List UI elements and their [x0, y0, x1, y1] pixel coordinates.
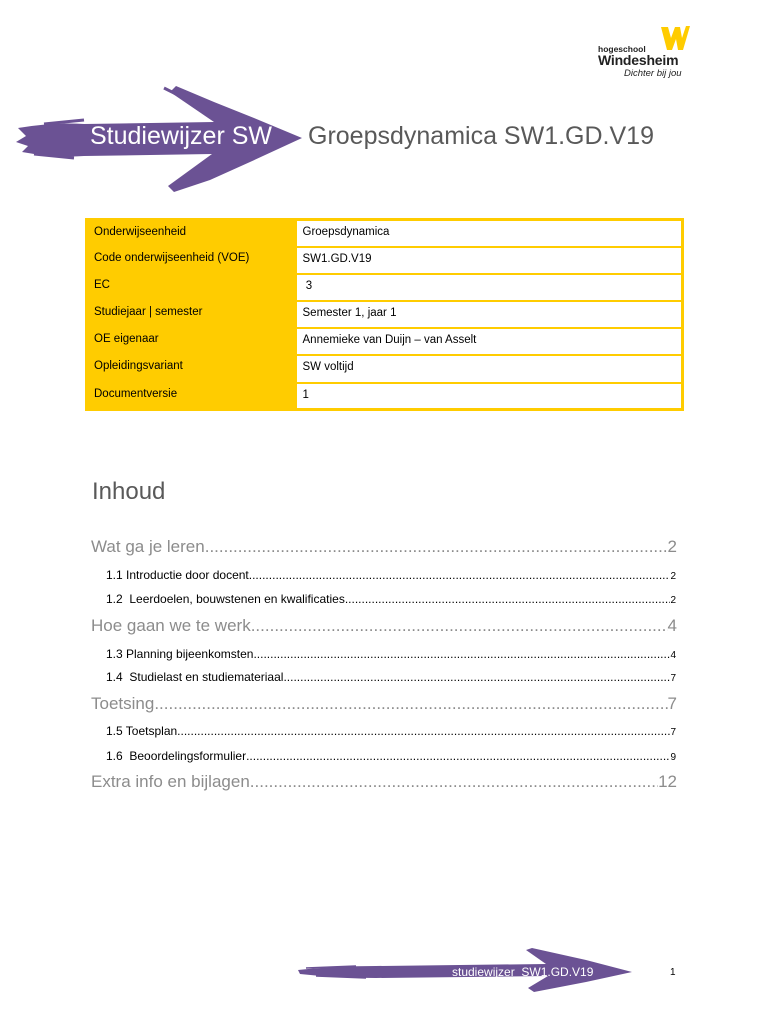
toc-leader-dots: [154, 694, 667, 714]
toc-entry-planning[interactable]: [106, 647, 676, 661]
toc-entry-beoordelingsformulier[interactable]: [106, 749, 676, 763]
logo-tagline: Dichter bij jou: [624, 68, 682, 79]
logo-line1: hogeschool: [598, 44, 646, 54]
toc-entry-title: 1.3 Planning bijeenkomsten: [106, 647, 254, 661]
toc-leader-dots: [283, 670, 670, 684]
row-label: Documentversie: [87, 383, 297, 410]
toc-entry-title: 1.2 Leerdoelen, bouwstenen en kwalificaties: [106, 592, 345, 606]
row-value: 3: [297, 274, 683, 301]
footer-text: studiewijzer SW1.GD.V19: [452, 965, 594, 979]
toc-entry-page: 9: [670, 752, 676, 763]
row-value: Groepsdynamica: [297, 220, 683, 247]
toc-entry-page: 7: [670, 727, 676, 738]
row-value: 1: [297, 383, 683, 410]
toc-leader-dots: [251, 616, 668, 636]
table-row: [87, 247, 683, 274]
toc-entry-title: 1.5 Toetsplan: [106, 724, 178, 738]
course-info-table: [85, 218, 684, 411]
header-title: Studiewijzer SW: [90, 122, 272, 150]
toc-entry-page: 12: [658, 772, 677, 791]
toc-entry-page: 2: [670, 571, 676, 582]
toc-entry-page: 4: [670, 650, 676, 661]
windesheim-logo: [598, 24, 698, 80]
row-label: Studiejaar | semester: [87, 301, 297, 328]
toc-leader-dots: [253, 647, 670, 661]
toc-entry-page: 2: [670, 595, 676, 606]
table-row: [87, 383, 683, 410]
table-row: [87, 355, 683, 382]
toc-entry-title: 1.1 Introductie door docent: [106, 568, 249, 582]
toc-entry-wat-ga-je-leren[interactable]: [91, 537, 677, 557]
toc-leader-dots: [250, 772, 658, 792]
toc-leader-dots: [345, 592, 671, 606]
row-label: EC: [87, 274, 297, 301]
toc-heading: Inhoud: [92, 478, 166, 505]
toc-entry-leerdoelen[interactable]: [106, 592, 676, 606]
toc-entry-extra-info[interactable]: [91, 772, 677, 792]
toc-entry-page: 2: [667, 537, 677, 556]
table-row: [87, 328, 683, 355]
page-number: 1: [670, 967, 676, 978]
table-row: [87, 220, 683, 247]
toc-entry-page: 4: [667, 616, 677, 635]
row-value: SW1.GD.V19: [297, 247, 683, 274]
toc-entry-toetsplan[interactable]: [106, 724, 676, 738]
row-value: Semester 1, jaar 1: [297, 301, 683, 328]
logo-line2: Windesheim: [598, 52, 679, 68]
toc-entry-studielast[interactable]: [106, 670, 676, 684]
toc-entry-title: 1.6 Beoordelingsformulier: [106, 749, 247, 763]
toc-leader-dots: [249, 568, 671, 582]
row-label: Code onderwijseenheid (VOE): [87, 247, 297, 274]
toc-entry-title: Toetsing: [91, 694, 155, 713]
toc-entry-introductie[interactable]: [106, 568, 676, 582]
table-row: [87, 301, 683, 328]
toc-entry-title: Wat ga je leren: [91, 537, 205, 556]
row-label: Onderwijseenheid: [87, 220, 297, 247]
row-label: OE eigenaar: [87, 328, 297, 355]
row-label: Opleidingsvariant: [87, 355, 297, 382]
toc-entry-toetsing[interactable]: [91, 694, 677, 714]
toc-entry-title: Extra info en bijlagen: [91, 772, 250, 791]
toc-entry-hoe-gaan-we-te-werk[interactable]: [91, 616, 677, 636]
toc-entry-title: Hoe gaan we te werk: [91, 616, 251, 635]
row-value: Annemieke van Duijn – van Asselt: [297, 328, 683, 355]
header-subtitle: Groepsdynamica SW1.GD.V19: [308, 122, 654, 150]
toc-entry-title: 1.4 Studielast en studiemateriaal: [106, 670, 284, 684]
toc-entry-page: 7: [670, 673, 676, 684]
row-value: SW voltijd: [297, 355, 683, 382]
table-row: [87, 274, 683, 301]
toc-leader-dots: [205, 537, 668, 557]
windesheim-w-icon: [660, 24, 690, 52]
toc-leader-dots: [177, 724, 670, 738]
toc-leader-dots: [246, 749, 670, 763]
toc-entry-page: 7: [667, 694, 677, 713]
